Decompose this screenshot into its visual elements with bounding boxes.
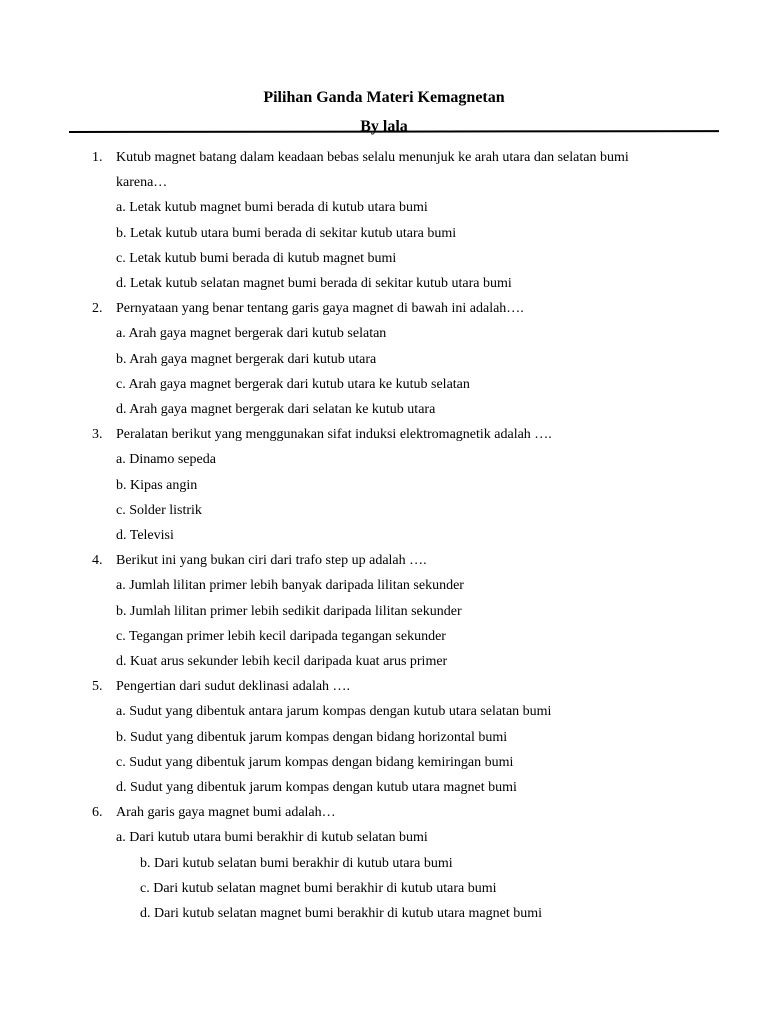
question-number: 1. (92, 150, 103, 165)
answer-option-b: b. Sudut yang dibentuk jarum kompas dengan bidang horizontal bumi (116, 729, 508, 745)
answer-option-c: c. Letak kutub bumi berada di kutub magnet bumi (116, 250, 397, 266)
question-text: Arah garis gaya magnet bumi adalah… (116, 805, 336, 821)
answer-option-d: d. Sudut yang dibentuk jarum kompas dengan kutub utara magnet bumi (116, 780, 517, 796)
answer-option-b: b. Jumlah lilitan primer lebih sedikit daripada lilitan sekunder (116, 603, 462, 619)
answer-option-c: c. Arah gaya magnet bergerak dari kutub utara ke kutub selatan (116, 376, 470, 392)
answer-option-d: d. Letak kutub selatan magnet bumi berada di sekitar kutub utara bumi (116, 276, 512, 292)
question-4 (0, 548, 768, 674)
answer-option-d: d. Televisi (116, 528, 174, 544)
answer-option-d: d. Kuat arus sekunder lebih kecil daripada kuat arus primer (116, 654, 448, 670)
answer-option-a: a. Arah gaya magnet bergerak dari kutub selatan (116, 326, 387, 342)
page-subtitle: By lala (360, 118, 408, 135)
answer-option-c: c. Tegangan primer lebih kecil daripada tegangan sekunder (116, 628, 446, 644)
question-text: Berikut ini yang bukan ciri dari trafo step up adalah …. (116, 553, 427, 569)
question-list (0, 145, 768, 926)
question-2 (0, 296, 768, 422)
answer-option-d: d. Dari kutub selatan magnet bumi berakhir di kutub utara magnet bumi (140, 906, 543, 922)
answer-option-b: b. Dari kutub selatan bumi berakhir di kutub utara bumi (140, 855, 453, 871)
question-text: Peralatan berikut yang menggunakan sifat induksi elektromagnetik adalah …. (116, 427, 552, 443)
answer-option-a: a. Letak kutub magnet bumi berada di kutub utara bumi (116, 200, 428, 216)
answer-option-b: b. Kipas angin (116, 477, 198, 493)
answer-option-a: a. Jumlah lilitan primer lebih banyak daripada lilitan sekunder (116, 578, 464, 594)
question-number: 2. (92, 301, 103, 317)
answer-option-c: c. Dari kutub selatan magnet bumi berakhir di kutub utara bumi (140, 880, 497, 896)
question-text: Pengertian dari sudut deklinasi adalah …. (116, 679, 351, 695)
answer-option-a: a. Sudut yang dibentuk antara jarum kompas dengan kutub utara selatan bumi (116, 704, 552, 720)
page-title: Pilihan Ganda Materi Kemagnetan (263, 89, 505, 106)
answer-option-a: a. Dinamo sepeda (116, 452, 216, 468)
question-number: 6. (92, 805, 103, 821)
question-text: Pernyataan yang benar tentang garis gaya magnet di bawah ini adalah…. (116, 301, 524, 317)
question-6 (0, 800, 768, 926)
question-5 (0, 674, 768, 800)
answer-option-d: d. Arah gaya magnet bergerak dari selatan ke kutub utara (116, 402, 436, 418)
answer-option-c: c. Sudut yang dibentuk jarum kompas dengan bidang kemiringan bumi (116, 754, 514, 770)
question-3 (0, 422, 768, 548)
question-number: 5. (92, 679, 103, 695)
answer-option-b: b. Letak kutub utara bumi berada di sekitar kutub utara bumi (116, 225, 457, 241)
question-1 (0, 145, 768, 296)
answer-option-a: a. Dari kutub utara bumi berakhir di kutub selatan bumi (116, 830, 428, 846)
answer-option-c: c. Solder listrik (116, 502, 202, 518)
question-number: 4. (92, 553, 103, 569)
question-text: Kutub magnet batang dalam keadaan bebas selalu menunjuk ke arah utara dan selatan bumi karena… (116, 150, 629, 191)
question-number: 3. (92, 427, 103, 443)
answer-option-b: b. Arah gaya magnet bergerak dari kutub utara (116, 351, 377, 367)
